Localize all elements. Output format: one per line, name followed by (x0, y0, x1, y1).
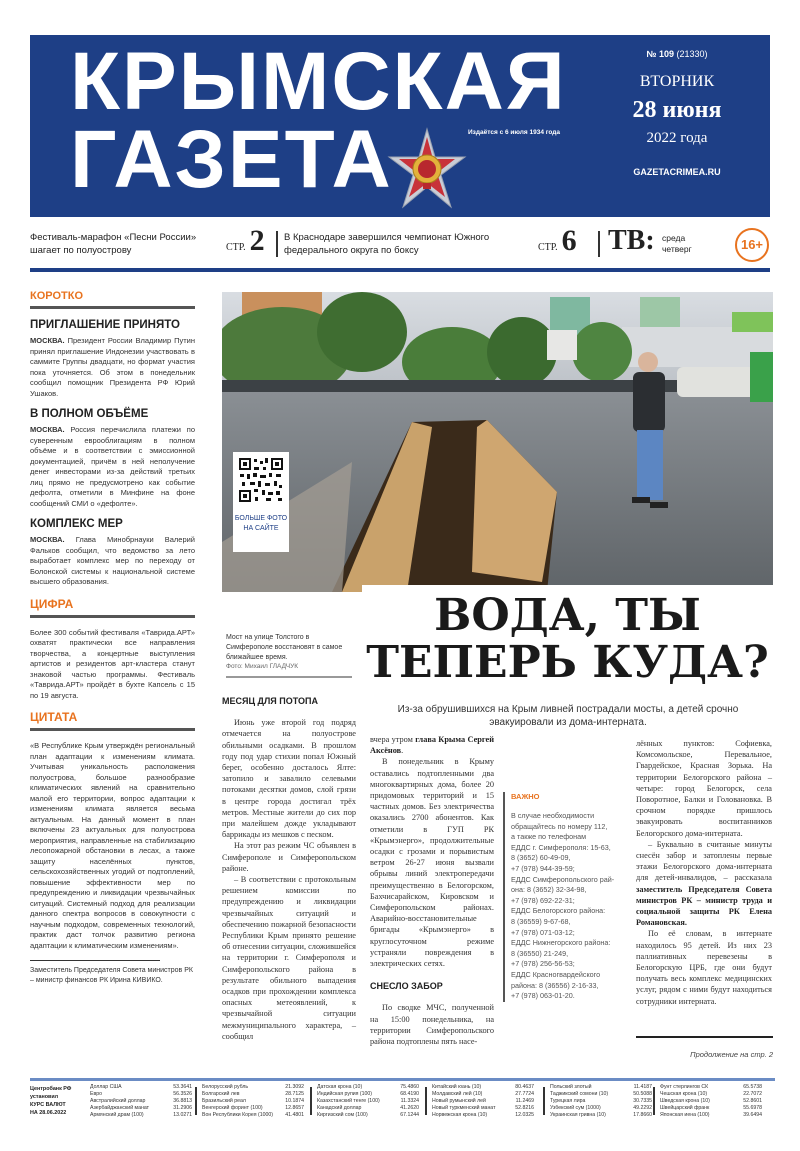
rate-row (90, 1084, 192, 1091)
rate-row (550, 1084, 652, 1091)
important-box (503, 792, 629, 1002)
currency-rate: 13.0271 (173, 1112, 192, 1118)
important-line: +7 (978) 692-22-31; (511, 895, 575, 905)
currency-name: Азербайджанский манат (90, 1105, 149, 1111)
rates-group (202, 1084, 304, 1119)
paragraph: Июнь уже второй год подряд отмечается на полуострове обильными осадками. В прошлом году под удар стихии попал Южный берег, особенно досталось Ялте: затопило и завалило селевыми потоками десятки домов, слой грязи в центре города достигал трёх метров. Местные жители до сих пор при малейшем дожде укладывают баррикады из мешков с песком. (222, 718, 356, 840)
brief-item (30, 518, 195, 588)
divider (310, 1087, 312, 1115)
currency-name: Канадский доллар (317, 1105, 362, 1111)
figure-text: Более 300 событий фестиваля «Таврида.АРТ» охватят практически все направления творчества, а концертные выступления артистов и резидентов арт-кластера станут знаковой частью программы. Фестиваль «Таврида.АРТ» пройдёт в бухте Капсель с 15 по 19 августа. (30, 627, 195, 700)
brief-text: МОСКВА. Россия перечислила платежи по суверенным еврооблигациям в полном объёме и в соответствии с эмиссионной документацией, причём в ней неполучение денег инвесторами из-за действий третьих лиц прямо не предусмотрено как событие дефолта, отметили в Минфине на фоне сообщений СМИ о «дефолте». (30, 425, 195, 508)
currency-name: Чешская крона (10) (660, 1091, 708, 1097)
title-line-2: ГАЗЕТА (70, 114, 393, 205)
currency-name: Вон Республики Корея (1000) (202, 1112, 274, 1118)
important-line: она: 8 (3652) 32-34-98, (511, 885, 587, 895)
since-year: Издаётся с 6 июля 1934 года (468, 129, 561, 136)
divider (226, 676, 352, 678)
important-line: а также по телефонам (511, 832, 587, 842)
divider (30, 1078, 775, 1081)
rate-row (317, 1084, 419, 1091)
sinkhole-photo-image (222, 292, 773, 592)
article-column-2 (370, 734, 494, 1047)
currency-rate: 75.4860 (400, 1084, 419, 1090)
section-rule (30, 728, 195, 731)
rate-row (90, 1112, 192, 1119)
currency-name: Венгерский форинт (100) (202, 1105, 263, 1111)
brief-title: В ПОЛНОМ ОБЪЁМЕ (30, 408, 149, 420)
important-line: 8 (36550) 21-249, (511, 948, 569, 958)
masthead (30, 35, 770, 217)
photo-credit: Фото: Михаил ГЛАДЧУК (226, 663, 299, 670)
rate-row (317, 1105, 419, 1112)
rate-row (660, 1084, 762, 1091)
currency-rate: 36.8813 (173, 1098, 192, 1104)
brief-item (30, 319, 195, 399)
currency-name: Турецкая лира (550, 1098, 586, 1104)
rate-row (660, 1098, 762, 1105)
currency-rate: 12.8657 (285, 1105, 304, 1111)
currency-name: Датская крона (10) (317, 1084, 363, 1090)
section-rule (30, 306, 195, 309)
currency-rate: 80.4637 (515, 1084, 534, 1090)
currency-rate: 12.0325 (515, 1112, 534, 1118)
currency-name: Болгарский лев (202, 1091, 240, 1097)
currency-rate: 68.4190 (400, 1091, 419, 1097)
rate-row (202, 1105, 304, 1112)
rate-row (432, 1091, 534, 1098)
quote-text: «В Республике Крым утверждён региональный план адаптации к изменениям климата. Учитывая уникальность расположения полуострова, большое разнообразие климатических явлений на сравнительно малой его территории, вопрос адаптации к изменениям климата является весьма актуальным. На данный момент в план включены 23 актуальных для полуострова мероприятия, направленные на стабилизацию лесопожарной обстановки в лесах, а также защиту населённых пунктов, сельскохозяйственных угодий от подтоплений, повышение эффективности мер по предупреждению и ликвидации чрезвычайных ситуаций. Системный подход для реализации данного спектра вопросов в совокупности с научным подходом, современных технологий, практик даст толчок развитию региона адаптации к климатическим изменениям». (30, 741, 195, 950)
paragraph: На этот раз режим ЧС объявлен в Симферополе и Симферопольском районе. (222, 841, 356, 873)
rate-row (550, 1098, 652, 1105)
important-line: обращайтесь по номеру 112, (511, 821, 608, 831)
currency-rate: 31.2906 (173, 1105, 192, 1111)
teaser-1[interactable]: Фестиваль-марафон «Песни России» шагает по полуострову (30, 232, 197, 256)
currency-name: Новый туркменский манат (432, 1105, 496, 1111)
currency-rate: 22.7072 (743, 1091, 762, 1097)
issue-number: № 109 (21330) (646, 49, 708, 59)
rate-row (432, 1084, 534, 1091)
currency-name: Индийская рупия (100) (317, 1091, 373, 1097)
important-line: 8 (3652) 60-49-09, (511, 853, 571, 863)
divider (543, 1087, 545, 1115)
continued-link[interactable]: Продолжение на стр. 2 (690, 1050, 773, 1059)
rate-row (660, 1091, 762, 1098)
briefs-column (30, 290, 195, 986)
currency-name: Таджикский сомони (10) (550, 1091, 609, 1097)
currency-rate: 52.8601 (743, 1098, 762, 1104)
currency-rate: 67.1244 (400, 1112, 419, 1118)
currency-rate: 30.7335 (633, 1098, 652, 1104)
important-line: ЕДДС Белогорского района: (511, 906, 606, 916)
rate-row (432, 1105, 534, 1112)
currency-rate: 11.2469 (515, 1098, 534, 1104)
rate-row (202, 1084, 304, 1091)
important-line: района: 8 (36556) 2-16-33, (511, 980, 599, 990)
important-line: 8 (36559) 9-67-68, (511, 916, 571, 926)
currency-rate: 50.5088 (633, 1091, 652, 1097)
currency-rate: 27.7724 (515, 1091, 534, 1097)
currency-name: Евро (90, 1091, 102, 1097)
brief-title: ПРИГЛАШЕНИЕ ПРИНЯТО (30, 319, 180, 331)
paragraph: По сводке МЧС, полученной на 15:00 понедельника, на территории Симферопольского района подтоплены пять насе- (370, 1003, 494, 1047)
currency-rate: 11.3324 (400, 1098, 419, 1104)
rates-group (550, 1084, 652, 1119)
rates-group (660, 1084, 762, 1119)
photo-caption: Мост на улице Толстого в Симферополе восстановят в самое ближайшее время. (226, 634, 343, 661)
tv-label: ТВ: (608, 225, 655, 256)
rate-row (202, 1098, 304, 1105)
age-rating-badge: 16+ (735, 228, 769, 262)
article-column-3 (636, 738, 772, 1007)
important-title: ВАЖНО (511, 792, 540, 801)
divider (276, 231, 278, 257)
website-link[interactable]: GAZETACRIMEA.RU (633, 167, 721, 177)
currency-name: Киргизский сом (100) (317, 1112, 368, 1118)
subheading: МЕСЯЦ ДЛЯ ПОТОПА (222, 696, 318, 706)
currency-rate: 65.5738 (743, 1084, 762, 1090)
important-line: +7 (978) 256-56-53; (511, 959, 575, 969)
teaser-1-page: СТР. 2 (226, 224, 265, 257)
divider (636, 1036, 773, 1038)
currency-rate: 56.3526 (173, 1091, 192, 1097)
rates-group (432, 1084, 534, 1119)
weekday: ВТОРНИК (639, 73, 715, 90)
rate-row (432, 1112, 534, 1119)
quote-label: ЦИТАТА (30, 710, 78, 724)
teaser-2-page: СТР. 6 (538, 224, 577, 257)
currency-rate: 21.3092 (285, 1084, 304, 1090)
issue-year: 2022 года (646, 130, 708, 146)
currency-rate: 49.2292 (633, 1105, 652, 1111)
rate-row (317, 1112, 419, 1119)
currency-name: Китайский юань (10) (432, 1084, 482, 1090)
currency-rate: 41.4801 (285, 1112, 304, 1118)
rates-label-line: НА 28.06.2022 (30, 1110, 67, 1116)
divider (30, 960, 160, 961)
brief-text: МОСКВА. Президент России Владимир Путин принял приглашение Индонезии участвовать в саммите Группы двадцати, но формат участия пока уточняется. Об этом в понедельник сообщил помощник Президента РФ Юрий Ушаков. (30, 336, 195, 398)
section-label: КОРОТКО (30, 290, 84, 302)
currency-rate: 10.1874 (285, 1098, 304, 1104)
currency-name: Польский злотый (550, 1084, 592, 1090)
teaser-strip (30, 224, 770, 264)
section-rule (30, 615, 195, 618)
currency-rate: 11.4187 (633, 1084, 652, 1090)
main-photo (222, 292, 773, 592)
tv-days: среда четверг (662, 233, 692, 254)
currency-name: Новый румынский лей (432, 1098, 486, 1104)
rates-label-line: установил (30, 1094, 59, 1100)
paragraph: – Буквально в считаные минуты снесён забор и затоплены первые этажи Белогорского дома-интерната для детей-инвалидов, – рассказала заместитель Председателя Совета министров РК – министр труда и социальной защиты РК Елена Романовская. (636, 839, 772, 928)
currency-name: Доллар США (90, 1084, 122, 1090)
currency-name: Молдавский лей (10) (432, 1091, 483, 1097)
currency-name: Шведская крона (10) (660, 1098, 710, 1104)
currency-name: Норвежская крона (10) (432, 1112, 488, 1118)
qr-code-icon[interactable] (238, 457, 284, 503)
currency-rate: 39.6494 (743, 1112, 762, 1118)
title-line-1: КРЫМСКАЯ (70, 36, 567, 127)
divider (653, 1087, 655, 1115)
important-phone-list (511, 811, 629, 1002)
paragraph: – В соответствии с протокольным решением комиссии по предупреждению и ликвидации чрезвычайных ситуаций и обеспечению пожарной безопасности Республики Крым принято решение об отнесении ситуации, сложившейся на территории г. Симферополя и Симферопольского района в результате обильного выпадения осадков при прохождении комплекса опасных метеоявлений, к чрезвычайной ситуации межмуниципального характера, – сообщил (222, 875, 356, 1041)
currency-name: Австралийский доллар (90, 1098, 146, 1104)
currency-name: Бразильский реал (202, 1098, 246, 1104)
rate-row (660, 1112, 762, 1119)
rate-row (550, 1105, 652, 1112)
order-emblem-icon (385, 127, 469, 211)
currency-name: Белорусский рубль (202, 1084, 249, 1090)
divider (30, 268, 770, 272)
currency-rate: 28.7125 (285, 1091, 304, 1097)
article-lead: Из-за обрушившихся на Крым ливней пострадали мосты, а детей срочно эвакуировали из дома-интерната. (397, 704, 739, 728)
rate-row (202, 1091, 304, 1098)
currency-name: Японская иена (100) (660, 1112, 710, 1118)
qr-more-photos[interactable] (233, 452, 289, 552)
important-line: ЕДДС г. Симферополя: 15-63, (511, 842, 611, 852)
divider (598, 231, 600, 257)
paragraph: По её словам, в интернате находилось 95 детей. Из них 23 паллиативных перевезены в Белогорскую ЦРБ, где они будут получать весь комплекс медицинских услуг, рядом с ними будут находиться сотрудники интерната. (636, 929, 772, 1006)
important-line: +7 (978) 063-01-20. (511, 991, 575, 1001)
rates-label-line: КУРС ВАЛЮТ (30, 1102, 66, 1108)
currency-rate: 17.8660 (633, 1112, 652, 1118)
currency-rate: 53.3641 (173, 1084, 192, 1090)
issue-info (602, 49, 752, 177)
article-headline: ВОДА, ТЫ ТЕПЕРЬ КУДА? (366, 590, 769, 688)
important-line: +7 (978) 944-39-59; (511, 863, 575, 873)
issue-date: 28 июня (632, 97, 722, 123)
paragraph: лённых пунктов: Софиевка, Комсомольское, Перевальное, Гвардейское, Красная Зорька. На территории Белогорского района – четыре: город Белогорск, села Поворотное, Балки и Головановка. В срочном порядке пришлось эвакуировать воспитанников Белогорского дома-интерната. (636, 739, 772, 838)
rates-label-line: Центробанк РФ (30, 1086, 72, 1092)
figure-label: ЦИФРА (30, 596, 74, 611)
currency-rate: 41.2620 (400, 1105, 419, 1111)
currency-rate: 55.6978 (743, 1105, 762, 1111)
rate-row (90, 1091, 192, 1098)
currency-name: Узбекский сум (1000) (550, 1105, 601, 1111)
brief-text: МОСКВА. Глава Минобрнауки Валерий Фальков сообщил, что ведомство за лето выработает комплекс мер по переходу от Болонской системы к национальной системе высшего образования. (30, 535, 195, 586)
rate-row (202, 1112, 304, 1119)
currency-name: Швейцарский франк (660, 1105, 710, 1111)
rates-label (30, 1085, 80, 1117)
teaser-2[interactable]: В Краснодаре завершился чемпионат Южного федерального округа по боксу (284, 232, 490, 256)
divider (195, 1087, 197, 1115)
rate-row (550, 1091, 652, 1098)
currency-name: Украинская гривна (10) (550, 1112, 606, 1118)
important-line: ЕДДС Симферопольского рай- (511, 874, 615, 884)
article-column-1 (222, 696, 356, 1042)
newspaper-title (70, 36, 567, 205)
qr-caption: БОЛЬШЕ ФОТО НА САЙТЕ (234, 515, 288, 532)
currency-name: Армянский драм (100) (90, 1112, 144, 1118)
currency-name: Фунт стерлингов СК (660, 1084, 709, 1090)
quote-source: Заместитель Председателя Совета министров РК – министр финансов РК Ирина КИВИКО. (30, 967, 193, 984)
currency-name: Казахстанский тенге (100) (317, 1098, 380, 1104)
rate-row (550, 1112, 652, 1119)
divider (425, 1087, 427, 1115)
rate-row (432, 1098, 534, 1105)
paragraph: вчера утром глава Крыма Сергей Аксёнов. (370, 735, 494, 756)
currency-rate: 52.8216 (515, 1105, 534, 1111)
important-line: В случае необходимости (511, 811, 595, 820)
brief-title: КОМПЛЕКС МЕР (30, 518, 123, 530)
subheading: СНЕСЛО ЗАБОР (370, 981, 443, 992)
rate-row (317, 1098, 419, 1105)
paragraph: В понедельник в Крыму оставались подтопленными два многоквартирных дома, более 20 придомовых территорий и 15 частных домов. Без электричества оказались 2700 абонентов. Как отметили в ГУП РК «Крымэнерго», продолжительные осадки с грозами и порывистым ветром 26-27 июня вызвали обрывы линий электропередачи преимущественно в Белогорском, Бахчисарайском, Кировском и Симферопольском районах. Аварийно-восстановительные бригады «Крымэнерго» в круглосуточном режиме устраняли повреждения в электрических сетях. (370, 757, 494, 969)
brief-item (30, 408, 195, 509)
important-line: ЕДДС Нижнегорского района: (511, 938, 611, 948)
rate-row (660, 1105, 762, 1112)
important-line: ЕДДС Красногвардейского (511, 969, 601, 979)
currency-rates (30, 1084, 775, 1120)
rate-row (90, 1105, 192, 1112)
rates-group (90, 1084, 192, 1119)
rate-row (90, 1098, 192, 1105)
important-line: +7 (978) 071-03-12; (511, 927, 575, 937)
rate-row (317, 1091, 419, 1098)
rates-group (317, 1084, 419, 1119)
